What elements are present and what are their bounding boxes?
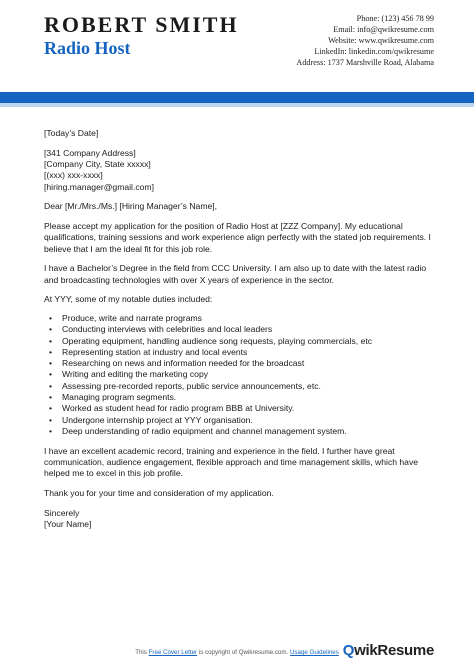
contact-email[interactable]: Email: info@qwikresume.com	[333, 25, 434, 35]
paragraph-intro: Please accept my application for the position of Radio Host at [ZZZ Company]. My educational qualifications, training sessions and work experience align perfectly with the stated job requirements. I believe that I am the ideal fit for this job role.	[44, 220, 431, 254]
list-item	[44, 358, 440, 369]
job-title: Radio Host	[44, 38, 131, 58]
header-accent-band	[0, 92, 474, 103]
recipient-address-line: [(xxx) xxx-xxxx]	[44, 170, 103, 181]
page-footer	[0, 642, 474, 670]
footer-text: This	[135, 649, 149, 656]
header-accent-band-light	[0, 103, 474, 107]
list-item-text: Worked as student head for radio program BBB at University.	[62, 403, 295, 414]
list-item	[44, 381, 440, 392]
bullet-icon: •	[49, 346, 53, 357]
list-item-text: Undergone internship project at YYY organisation.	[62, 414, 253, 425]
bullet-icon: •	[49, 414, 53, 425]
contact-block	[234, 13, 434, 68]
applicant-name: ROBERT SMITH	[44, 12, 239, 37]
duties-intro: At YYY, some of my notable duties included:	[44, 294, 213, 305]
bullet-icon: •	[49, 369, 53, 380]
bullet-icon: •	[49, 403, 53, 414]
letter-body	[44, 128, 440, 539]
recipient-address-line: [hiring.manager@gmail.com]	[44, 181, 154, 192]
paragraph-thanks: Thank you for your time and consideration of my application.	[44, 487, 274, 498]
list-item-text: Managing program segments.	[62, 391, 177, 402]
list-item-text: Deep understanding of radio equipment and channel management system.	[62, 425, 347, 436]
usage-guidelines-link[interactable]: Usage Guidelines	[289, 649, 339, 656]
list-item-text: Operating equipment, handling audience song requests, playing commercials, etc	[62, 335, 373, 346]
free-cover-letter-link[interactable]: Free Cover Letter	[148, 649, 198, 656]
contact-address: Address: 1737 Marshville Road, Alabama	[296, 58, 434, 68]
closing: Sincerely	[44, 507, 80, 518]
bullet-icon: •	[49, 391, 53, 402]
bullet-icon: •	[49, 425, 53, 436]
list-item	[44, 426, 440, 437]
list-item	[44, 403, 440, 414]
list-item-text: Writing and editing the marketing copy	[62, 369, 209, 380]
contact-phone: Phone: (123) 456 78 99	[356, 14, 434, 23]
list-item-text: Assessing pre-recorded reports, public service announcements, etc.	[62, 380, 321, 391]
bullet-icon: •	[49, 312, 53, 323]
contact-linkedin[interactable]: LinkedIn: linkedin.com/qwikresume	[314, 47, 434, 57]
letter-header	[0, 0, 474, 92]
bullet-icon: •	[49, 380, 53, 391]
duties-list	[44, 313, 440, 437]
list-item	[44, 392, 440, 403]
list-item	[44, 415, 440, 426]
recipient-address-line: [341 Company Address]	[44, 147, 136, 158]
list-item	[44, 369, 440, 380]
footer-text: is copyright of Qwikresume.com.	[197, 649, 290, 656]
recipient-address-line: [Company City, State xxxxx]	[44, 158, 151, 169]
list-item-text: Researching on news and information needed for the broadcast	[62, 358, 305, 369]
bullet-icon: •	[49, 335, 53, 346]
qwikresume-logo[interactable]	[343, 642, 434, 659]
list-item-text: Representing station at industry and local events	[62, 346, 248, 357]
salutation: Dear [Mr./Mrs./Ms.] [Hiring Manager’s Name],	[44, 201, 218, 212]
signature: [Your Name]	[44, 518, 92, 529]
list-item-text: Produce, write and narrate programs	[62, 312, 202, 323]
list-item	[44, 313, 440, 324]
logo-q: Q	[342, 642, 355, 659]
list-item-text: Conducting interviews with celebrities and local leaders	[62, 324, 273, 335]
bullet-icon: •	[49, 358, 53, 369]
list-item	[44, 336, 440, 347]
list-item	[44, 324, 440, 335]
list-item	[44, 347, 440, 358]
letter-date: [Today’s Date]	[44, 128, 99, 138]
contact-website[interactable]: Website: www.qwikresume.com	[328, 36, 434, 46]
logo-text: wikResume	[354, 642, 434, 659]
paragraph-skills: I have an excellent academic record, training and experience in the field. I further have great communication, audience engagement, flexible approach and time management skills, which have helped me to excel in this job profile.	[44, 445, 419, 479]
bullet-icon: •	[49, 324, 53, 335]
paragraph-education: I have a Bachelor’s Degree in the field from CCC University. I am also up to date with the latest radio and broadcasting technologies with over X years of experience in the sector.	[44, 263, 427, 285]
recipient-address	[44, 148, 440, 193]
